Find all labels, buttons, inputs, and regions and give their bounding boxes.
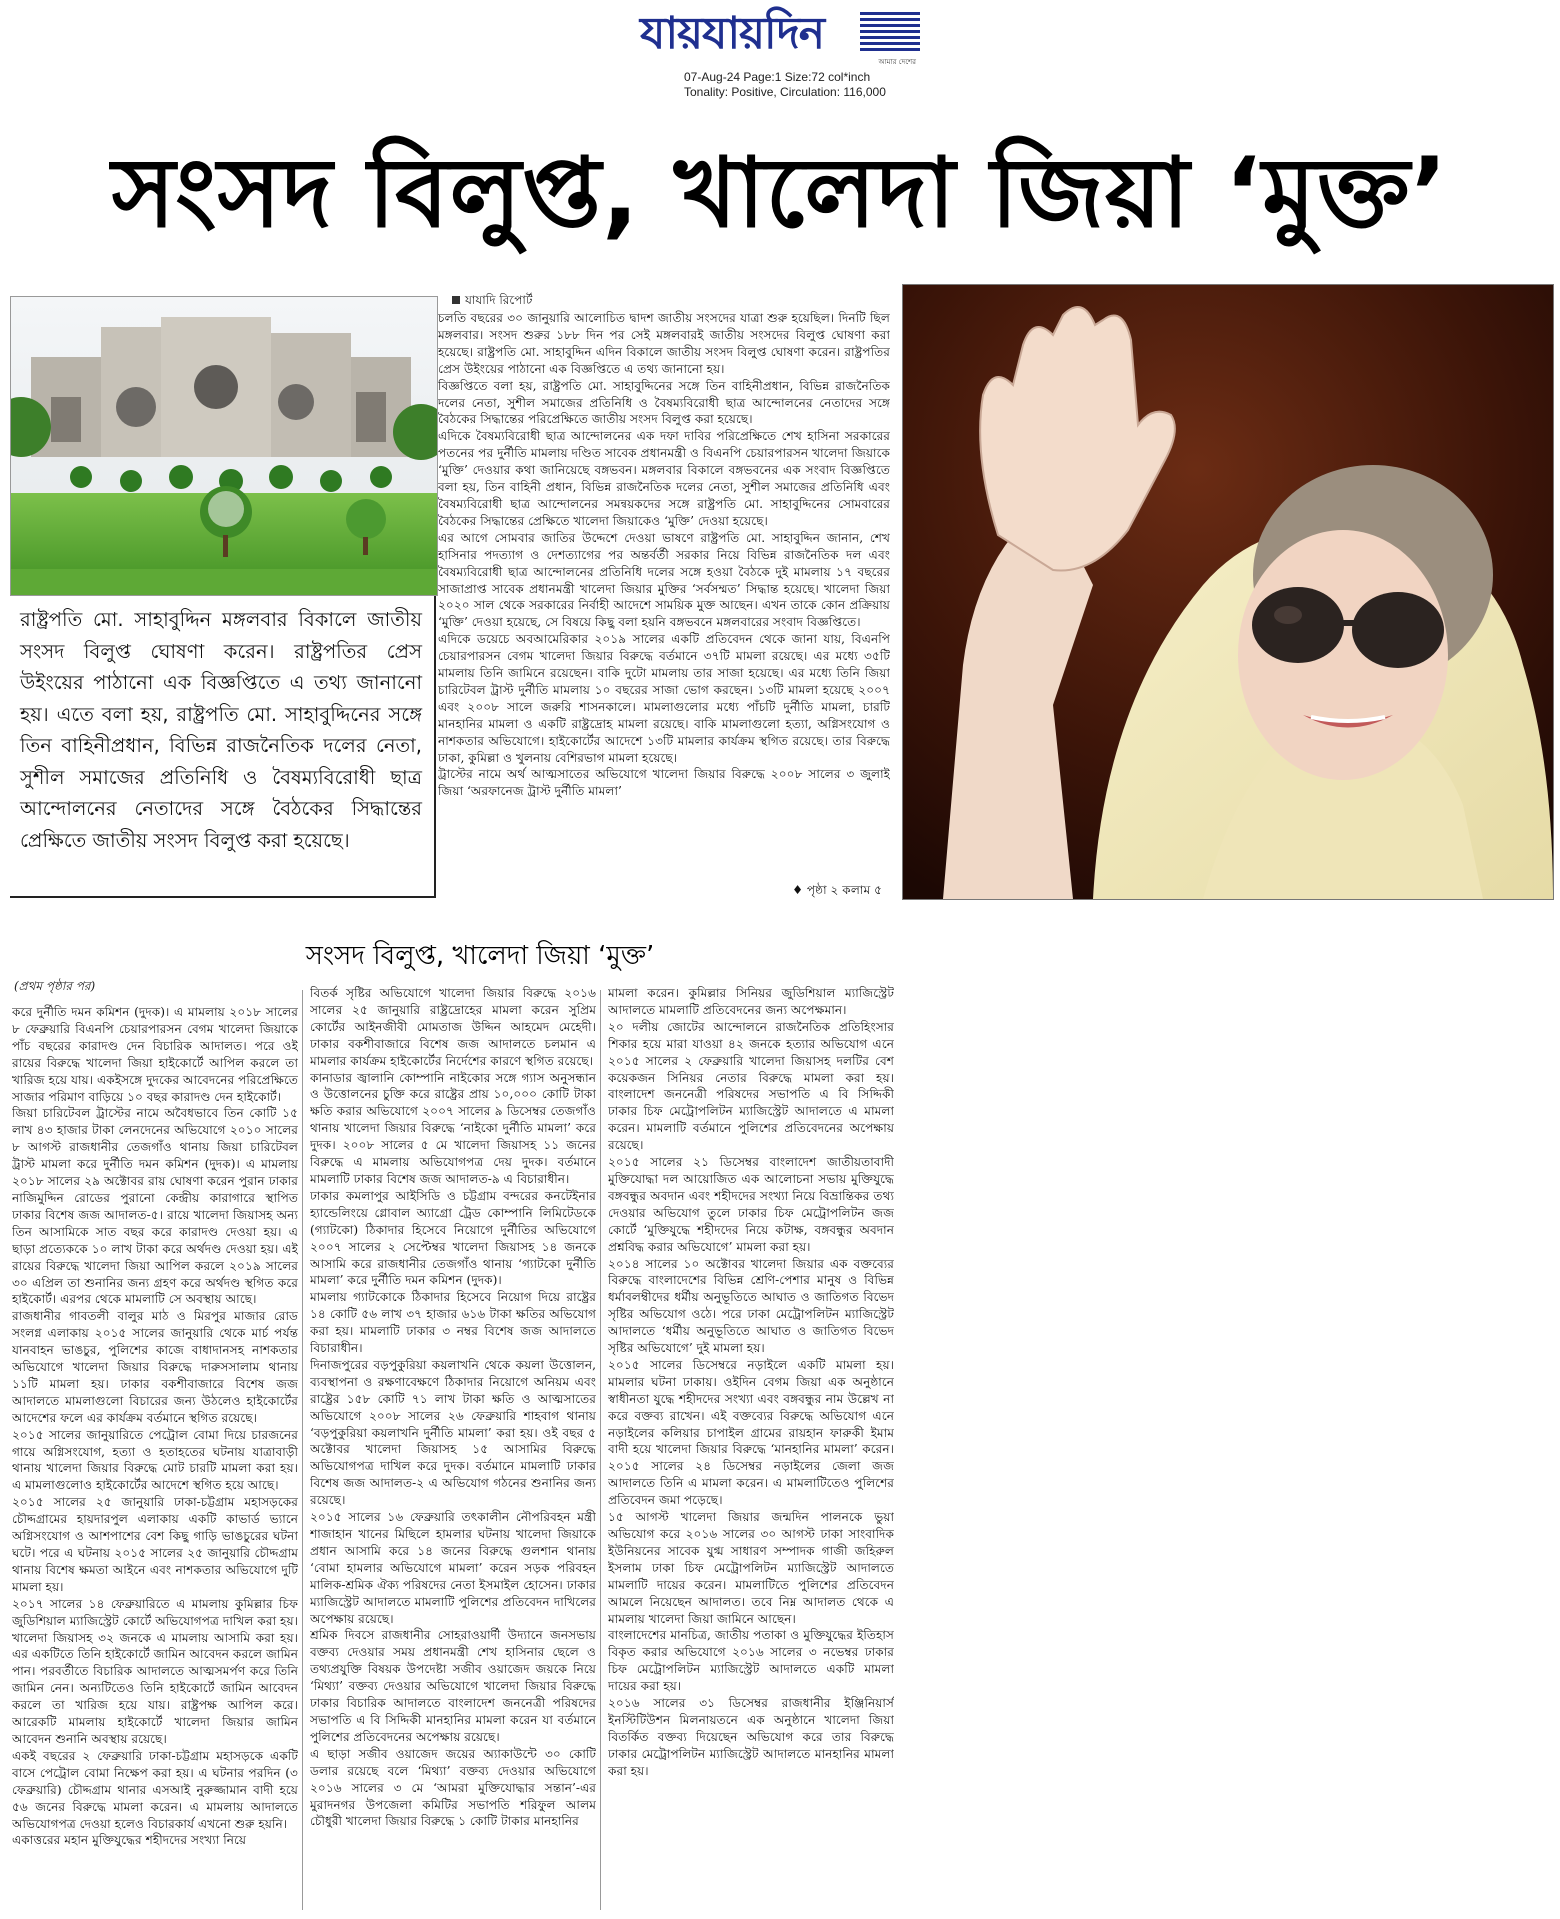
column-paragraph: মামলা করেন। কুমিল্লার সিনিয়র জুডিশিয়াল ম্যাজিস্ট্রেট আদালতে মামলাটি প্রতিবেদনের জন্য অপেক্ষমান। xyxy=(608,986,894,1017)
continuation-label: (প্রথম পৃষ্ঠার পর) xyxy=(14,979,96,993)
continuation-headline: সংসদ বিলুপ্ত, খালেদা জিয়া ‘মুক্ত’ xyxy=(305,941,655,971)
clip-info-line1: 07-Aug-24 Page:1 Size:72 col*inch xyxy=(684,70,871,84)
story-paragraph: এদিকে ডয়েচে অবআমেরিকার ২০১৯ সালের একটি প্রতিবেদন থেকে জানা যায়, বিএনপি চেয়ারপারসন বেগম খালেদা জিয়ার বিরুদ্ধে বর্তমানে ৩৭টি মামলা রয়েছে। এর মধ্যে ৩৫টি মামলায় তিনি জামিনে রয়েছেন। বাকি দুটো মামলায় তার সাজা হয়েছে। এর মধ্যে তিনি জিয়া চারিটেবল ট্রাস্ট দুর্নীতি মামলায় ১০ বছরের সাজা ভোগ করছেন। ১৩টি মামলা হয়েছে ২০০৭ এবং ২০০৮ সালে জরুরি শাসনকালে। মামলাগুলোর মধ্যে পাঁচটি দুর্নীতি মামলা, চারটি মানহানির মামলা ও একটি রাষ্ট্রদ্রোহ মামলা রয়েছে। বাকি মামলাগুলো হত্যা, অগ্নিসংযোগ ও নাশকতার অভিযোগে। হাইকোর্টের আদেশে ১৩টি মামলার কার্যক্রম স্থগিত রয়েছে। তার বিরুদ্ধে ঢাকা, কুমিল্লা ও খুলনায় বেশিরভাগ মামলা হয়েছে। xyxy=(438,632,890,765)
column-paragraph: ঢাকার কমলাপুর আইসিডি ও চট্টগ্রাম বন্দরের কনটেইনার হ্যান্ডেলিংয়ে গ্লোবাল অ্যাগ্রো ট্রেড কোম্পানি লিমিটেডকে (গ্যাটকো) ঠিকাদার হিসেবে নিয়োগে দুর্নীতির অভিযোগে ২০০৭ সালের ২ সেপ্টেম্বর খালেদা জিয়াসহ ১৪ জনকে আসামি করে রাজধানীর তেজগাঁও থানায় ‘গ্যাটকো দুর্নীতি মামলা’ করে দুর্নীতি দমন কমিশন (দুদক)। xyxy=(310,1188,596,1288)
continuation-column-2 xyxy=(310,985,596,1910)
column-paragraph: বাংলাদেশের মানচিত্র, জাতীয় পতাকা ও মুক্তিযুদ্ধের ইতিহাস বিকৃত করার অভিযোগে ২০১৬ সালের ৩ নভেম্বর ঢাকার চিফ মেট্রোপলিটন ম্যাজিস্ট্রেট আদালতে একটি মামলা দায়ের করা হয়। xyxy=(608,1628,894,1694)
column-paragraph: জিয়া চারিটেবল ট্রাস্টের নামে অবৈধভাবে তিন কোটি ১৫ লাখ ৪৩ হাজার টাকা লেনদেনের অভিযোগে ২০১০ সালের ৮ আগস্ট রাজধানীর তেজগাঁও থানায় জিয়া চারিটেবল ট্রাস্ট মামলা করে দুর্নীতি দমন কমিশন (দুদক)। এ মামলায় ২০১৮ সালের ২৯ অক্টোবর রায় ঘোষণা করেন পুরান ঢাকার নাজিমুদ্দিন রোডের পুরানো কেন্দ্রীয় কারাগারে স্থাপিত ঢাকার বিশেষ জজ আদালত-৫। রায়ে খালেদা জিয়াসহ অন্য তিন আসামিকে সাত বছর করে কারাদণ্ড দেওয়া হয়। এ ছাড়া প্রত্যেককে ১০ লাখ টাকা করে অর্থদণ্ড দেওয়া হয়। এই রায়ের বিরুদ্ধে খালেদা জিয়া আপিল করলে ২০১৯ সালের ৩০ এপ্রিল তা শুনানির জন্য গ্রহণ করে অর্থদণ্ড স্থগিত করে হাইকোর্ট। এরপর থেকে মামলাটি সে অবস্থায় আছে। xyxy=(12,1106,298,1307)
column-paragraph: ২০১৬ সালের ৩১ ডিসেম্বর রাজধানীর ইঞ্জিনিয়ার্স ইনস্টিটিউশন মিলনায়তনে এক অনুষ্ঠানে খালেদা জিয়া বিতর্কিত বক্তব্য দিয়েছেন অভিযোগ করে তার বিরুদ্ধে ঢাকার মেট্রোপলিটন ম্যাজিস্ট্রেট আদালতে মানহানির মামলা করা হয়। xyxy=(608,1696,894,1778)
summary-box xyxy=(10,596,436,898)
logo-stripes xyxy=(860,12,920,52)
column-paragraph: করে দুর্নীতি দমন কমিশন (দুদক)। এ মামলায় ২০১৮ সালের ৮ ফেব্রুয়ারি বিএনপি চেয়ারপারসন বেগম খালেদা জিয়াকে পাঁচ বছরের কারাদণ্ড দেন বিচারিক আদালত। পরে ওই রায়ের বিরুদ্ধে খালেদা জিয়া হাইকোর্টে আপিল করলে তা খারিজ হয়ে যায়। একইসঙ্গে দুদকের আবেদনের পরিপ্রেক্ষিতে সাজার পরিমাণ বাড়িয়ে ১০ বছর কারাদণ্ড দেন হাইকোর্ট। xyxy=(12,1005,298,1104)
column-paragraph: ১৫ আগস্ট খালেদা জিয়ার জন্মদিন পালনকে ভুয়া অভিযোগ করে ২০১৬ সালের ৩০ আগস্ট ঢাকা সাংবাদিক ইউনিয়নের সাবেক যুগ্ম সাধারণ সম্পাদক গাজী জহিরুল ইসলাম ঢাকা চিফ মেট্রোপলিটন ম্যাজিস্ট্রেট আদালতে মামলাটি দায়ের করেন। মামলাটিতে পুলিশের প্রতিবেদন আমলে নিয়েছেন আদালত। তবে নিম্ন আদালত থেকে এ মামলায় খালেদা জিয়া জামিনে আছেন। xyxy=(608,1510,894,1626)
story-paragraph: ট্রাস্টের নামে অর্থ আত্মসাতের অভিযোগে খালেদা জিয়ার বিরুদ্ধে ২০০৮ সালের ৩ জুলাই জিয়া ‘অরফানেজ ট্রাস্ট দুর্নীতি মামলা’ xyxy=(438,767,890,799)
logo-tagline: আমার দেশের xyxy=(878,58,916,66)
column-paragraph: ২০ দলীয় জোটের আন্দোলনে রাজনৈতিক প্রতিহিংসার শিকার হয়ে মারা যাওয়া ৪২ জনকে হত্যার অভিযোগ এনে ২০১৫ সালের ২ ফেব্রুয়ারি খালেদা জিয়াসহ দলটির বেশ কয়েকজন সিনিয়র নেতার বিরুদ্ধে মামলা করা হয়। বাংলাদেশ জননেত্রী পরিষদের সভাপতি এ বি সিদ্দিকী ঢাকার চিফ মেট্রোপলিটন ম্যাজিস্ট্রেট আদালতে এ মামলা করেন। মামলাটি বর্তমানে পুলিশের প্রতিবেদনের অপেক্ষায় রয়েছে। xyxy=(608,1019,894,1153)
byline xyxy=(452,292,532,312)
column-paragraph: ২০১৫ সালের ১৬ ফেব্রুয়ারি তৎকালীন নৌপরিবহন মন্ত্রী শাজাহান খানের মিছিলে হামলার ঘটনায় খালেদা জিয়াকে প্রধান আসামি করে ১৪ জনের বিরুদ্ধে গুলশান থানায় ‘বোমা হামলার অভিযোগে মামলা’ করেন সড়ক পরিবহন মালিক-শ্রমিক ঐক্য পরিষদের নেতা ইসমাইল হোসেন। ঢাকার ম্যাজিস্ট্রেট আদালতে মামলাটি পুলিশের প্রতিবেদন দাখিলের অপেক্ষায় রয়েছে। xyxy=(310,1510,596,1626)
khaleda-zia-photo xyxy=(902,284,1554,900)
byline-text: যাযাদি রিপোর্ট xyxy=(465,293,533,307)
clip-info xyxy=(684,70,886,100)
story-paragraph: এর আগে সোমবার জাতির উদ্দেশে দেওয়া ভাষণে রাষ্ট্রপতি মো. সাহাবুদ্দিন জানান, শেখ হাসিনার পদত্যাগ ও দেশত্যাগের পর অন্তর্বর্তী সরকার নিয়ে বিভিন্ন রাজনৈতিক দল এবং বৈষম্যবিরোধী ছাত্র আন্দোলনের প্রতিনিধি দলের সঙ্গে হওয়া বৈঠকে দুই মামলায় ১৭ বছরের সাজাপ্রাপ্ত সাবেক প্রধানমন্ত্রী খালেদা জিয়ার মুক্তির ‘সর্বসম্মত’ সিদ্ধান্ত হয়েছে। খালেদা জিয়া ২০২০ সাল থেকে সরকারের নির্বাহী আদেশে সাময়িক মুক্ত আছেন। এখন তাকে কোন প্রক্রিয়ায় ‘মুক্তি’ দেওয়া হয়েছে, সে বিষয়ে কিছু বলা হয়নি বঙ্গভবনে মঙ্গলবারের সংবাদ বিজ্ঞপ্তিতে। xyxy=(438,530,890,630)
column-paragraph: ২০১৫ সালের ২৫ জানুয়ারি ঢাকা-চট্টগ্রাম মহাসড়কের চৌদ্দগ্রামের হায়দারপুল এলাকায় একটি কাভার্ড ভ্যানে অগ্নিসংযোগ ও আশপাশের বেশ কিছু গাড়ি ভাঙচুরের ঘটনা ঘটে। পরে এ ঘটনায় ২০১৫ সালের ২৫ জানুয়ারি চৌদ্দগ্রাম থানায় বিশেষ ক্ষমতা আইনে এবং নাশকতার অভিযোগে দুটি মামলা হয়। xyxy=(12,1495,298,1594)
column-paragraph: দিনাজপুরের বড়পুকুরিয়া কয়লাখনি থেকে কয়লা উত্তোলন, ব্যবস্থাপনা ও রক্ষণাবেক্ষণে ঠিকাদার নিয়োগে অনিয়ম এবং রাষ্ট্রের ১৫৮ কোটি ৭১ লাখ টাকা ক্ষতি ও আত্মসাতের অভিযোগে ২০০৮ সালের ২৬ ফেব্রুয়ারি শাহবাগ থানায় ‘বড়পুকুরিয়া কয়লাখনি দুর্নীতি মামলা’ করা হয়। ওই বছর ৫ অক্টোবর খালেদা জিয়াসহ ১৫ আসামির বিরুদ্ধে অভিযোগপত্র দাখিল করে দুদক। বর্তমানে মামলাটি ঢাকার বিশেষ জজ আদালত-২ এ অভিযোগ গঠনের শুনানির জন্য রয়েছে। xyxy=(310,1357,596,1508)
summary-text: রাষ্ট্রপতি মো. সাহাবুদ্দিন মঙ্গলবার বিকালে জাতীয় সংসদ বিলুপ্ত ঘোষণা করেন। রাষ্ট্রপতির প্রেস উইংয়ের পাঠানো এক বিজ্ঞপ্তিতে এ তথ্য জানানো হয়। এতে বলা হয়, রাষ্ট্রপতি মো. সাহাবুদ্দিনের সঙ্গে তিন বাহিনীপ্রধান, বিভিন্ন রাজনৈতিক দলের নেতা, সুশীল সমাজের প্রতিনিধি ও বৈষম্যবিরোধী ছাত্র আন্দোলনের নেতাদের সঙ্গে বৈঠকের সিদ্ধান্তের প্রেক্ষিতে জাতীয় সংসদ বিলুপ্ত করা হয়েছে। xyxy=(20,608,422,852)
column-paragraph: একই বছরের ২ ফেব্রুয়ারি ঢাকা-চট্টগ্রাম মহাসড়কে একটি বাসে পেট্রোল বোমা নিক্ষেপ করা হয়। এ ঘটনার পরদিন (৩ ফেব্রুয়ারি) চৌদ্দগ্রাম থানার এসআই নুরুজ্জামান বাদী হয়ে ৫৬ জনের বিরুদ্ধে মামলা করেন। এ মামলায় আদালতে অভিযোগপত্র দেওয়া হলেও বিচারকার্য এখনো শুরু হয়নি। xyxy=(12,1748,298,1831)
column-paragraph: একাত্তরের মহান মুক্তিযুদ্ধের শহীদদের সংখ্যা নিয়ে xyxy=(12,1833,247,1848)
column-paragraph: এ ছাড়া সজীব ওয়াজেদ জয়ের অ্যাকাউন্টে ৩০ কোটি ডলার রয়েছে বলে ‘মিথ্যা’ বক্তব্য দেওয়ার অভিযোগে ২০১৬ সালের ৩ মে ‘আমরা মুক্তিযোদ্ধার সন্তান’-এর মুরাদনগর উপজেলা কমিটির সভাপতি শরিফুল আলম চৌধুরী খালেদা জিয়ার বিরুদ্ধে ১ কোটি টাকার মানহানির xyxy=(310,1746,596,1829)
clip-info-line2: Tonality: Positive, Circulation: 116,000 xyxy=(684,85,886,99)
column-divider xyxy=(302,990,303,1910)
column-paragraph: কানাডার জ্বালানি কোম্পানি নাইকোর সঙ্গে গ্যাস অনুসন্ধান ও উত্তোলনের চুক্তি করে রাষ্ট্রের প্রায় ১০,০০০ কোটি টাকা ক্ষতি করার অভিযোগে ২০০৭ সালের ৯ ডিসেম্বর তেজগাঁও থানায় খালেদা জিয়ার বিরুদ্ধে ‘নাইকো দুর্নীতি মামলা’ করে দুদক। ২০০৮ সালের ৫ মে খালেদা জিয়াসহ ১১ জনের বিরুদ্ধে এ মামলায় অভিযোগপত্র দেয় দুদক। বর্তমানে মামলাটি ঢাকার বিশেষ জজ আদালত-৯ এ বিচারাধীন। xyxy=(310,1070,596,1186)
column-paragraph: বিতর্ক সৃষ্টির অভিযোগে খালেদা জিয়ার বিরুদ্ধে ২০১৬ সালের ২৫ জানুয়ারি রাষ্ট্রদ্রোহের মামলা করেন সুপ্রিম কোর্টের আইনজীবী মোমতাজ উদ্দিন আহমেদ মেহেদী। ঢাকার বকশীবাজারে বিশেষ জজ আদালতে চলমান এ মামলার কার্যক্রম হাইকোর্টের নির্দেশের কারণে স্থগিত রয়েছে। xyxy=(310,986,596,1068)
main-headline: সংসদ বিলুপ্ত, খালেদা জিয়া ‘মুক্ত’ xyxy=(111,137,1449,249)
column-paragraph: ২০১৭ সালের ১৪ ফেব্রুয়ারিতে এ মামলায় কুমিল্লার চিফ জুডিশিয়াল ম্যাজিস্ট্রেট কোর্টে অভিযোগপত্র দাখিল করা হয়। খালেদা জিয়াসহ ৩২ জনকে এ মামলায় আসামি করা হয়। এর একটিতে তিনি হাইকোর্টে জামিন আবেদন করলে জামিন পান। পরবর্তীতে বিচারিক আদালতে আত্মসমর্পণ করে তিনি জামিন নেন। অন্যটিতেও তিনি হাইকোর্টে জামিন আবেদন করলে তা খারিজ হয়ে যায়। রাষ্ট্রপক্ষ আপিল করে। আরেকটি মামলায় হাইকোর্টে খালেদা জিয়ার জামিন আবেদন শুনানি অবস্থায় রয়েছে। xyxy=(12,1596,298,1746)
column-paragraph: মামলায় গ্যাটকোকে ঠিকাদার হিসেবে নিয়োগ দিয়ে রাষ্ট্রের ১৪ কোটি ৫৬ লাখ ৩৭ হাজার ৬১৬ টাকা ক্ষতির অভিযোগ করা হয়। মামলাটি ঢাকার ৩ নম্বর বিশেষ জজ আদালতে বিচারাধীন। xyxy=(310,1290,596,1356)
column-paragraph: রাজধানীর গাবতলী বালুর মাঠ ও মিরপুর মাজার রোড সংলগ্ন এলাকায় ২০১৫ সালের জানুয়ারি থেকে মার্চ পর্যন্ত যানবাহন ভাঙচুর, পুলিশের কাজে বাধাদানসহ নাশকতার অভিযোগে খালেদা জিয়ার বিরুদ্ধে দারুসসালাম থানায় ১১টি মামলা হয়। ঢাকার বকশীবাজারে বিশেষ জজ আদালতে মামলাগুলো বিচারের জন্য উঠলেও হাইকোর্টের আদেশের ফলে এর কার্যক্রম বর্তমানে স্থগিত রয়েছে। xyxy=(12,1309,298,1425)
story-paragraph: চলতি বছরের ৩০ জানুয়ারি আলোচিত দ্বাদশ জাতীয় সংসদের যাত্রা শুরু হয়েছিল। দিনটি ছিল মঙ্গলবার। সংসদ শুরুর ১৮৮ দিন পর সেই মঙ্গলবারই জাতীয় সংসদের বিলুপ্ত ঘোষণা করা হয়েছে। রাষ্ট্রপতি মো. সাহাবুদ্দিন এদিন বিকালে জাতীয় সংসদ বিলুপ্ত ঘোষণা করেন। রাষ্ট্রপতির প্রেস উইংয়ের পাঠানো এক বিজ্ঞপ্তিতে এ তথ্য জানানো হয়। xyxy=(438,311,890,376)
story-continued-label: ♦ পৃষ্ঠা ২ কলাম ৫ xyxy=(786,882,882,902)
column-paragraph: ২০১৫ সালের ডিসেম্বরে নড়াইলে একটি মামলা হয়। মামলার ঘটনা ঢাকায়। ওইদিন বেগম জিয়া এক অনুষ্ঠানে স্বাধীনতা যুদ্ধে শহীদদের সংখ্যা এবং বঙ্গবন্ধুর নাম উল্লেখ না করে বক্তব্য রাখেন। এই বক্তব্যের বিরুদ্ধে অভিযোগ এনে নড়াইলের কলিয়ার চাপাইল গ্রামের রায়হান ফারুকী ইমাম বাদী হয়ে খালেদা জিয়ার বিরুদ্ধে ‘মানহানির মামলা’ করেন। ২০১৫ সালের ২৪ ডিসেম্বর নড়াইলের জেলা জজ আদালতে তিনি এ মামলা করেন। এ মামলাটিতেও পুলিশের প্রতিবেদন জমা পড়েছে। xyxy=(608,1357,894,1508)
byline-square-icon xyxy=(452,296,460,304)
continuation-column-1 xyxy=(12,1004,298,1910)
story-paragraph: এদিকে বৈষম্যবিরোধী ছাত্র আন্দোলনের এক দফা দাবির পরিপ্রেক্ষিতে শেখ হাসিনা সরকারের পতনের পর দুর্নীতি মামলায় দণ্ডিত সাবেক প্রধানমন্ত্রী ও বিএনপি চেয়ারপারসন খালেদা জিয়াকে ‘মুক্তি’ দেওয়ার কথা জানিয়েছে বঙ্গভবন। মঙ্গলবার বিকালে বঙ্গভবনের এক সংবাদ বিজ্ঞপ্তিতে বলা হয়, তিন বাহিনী প্রধান, বিভিন্ন রাজনৈতিক দলের নেতা, সুশীল সমাজের প্রতিনিধি এবং বৈষম্যবিরোধী ছাত্র আন্দোলনের সমন্বয়কদের সঙ্গে রাষ্ট্রপতি মো. সাহাবুদ্দিনের সোমবারের বৈঠকের সিদ্ধান্তের প্রেক্ষিতে খালেদা জিয়াকেও ‘মুক্তি’ দেওয়া হয়েছে। xyxy=(438,429,890,528)
continuation-column-3 xyxy=(608,985,894,1910)
column-paragraph: শ্রমিক দিবসে রাজধানীর সোহরাওয়ার্দী উদ্যানে জনসভায় বক্তব্য দেওয়ার সময় প্রধানমন্ত্রী শেখ হাসিনার ছেলে ও তথ্যপ্রযুক্তি বিষয়ক উপদেষ্টা সজীব ওয়াজেদ জয়কে নিয়ে ‘মিথ্যা’ বক্তব্য দেওয়ার অভিযোগে খালেদা জিয়ার বিরুদ্ধে ঢাকার বিচারিক আদালতে বাংলাদেশ জননেত্রী পরিষদের সভাপতি এ বি সিদ্দিকী মানহানির মামলা করেন যা বর্তমানে পুলিশের প্রতিবেদনের অপেক্ষায় রয়েছে। xyxy=(310,1628,596,1744)
main-story xyxy=(438,310,890,906)
column-divider xyxy=(600,990,601,1910)
newspaper-masthead xyxy=(640,6,920,66)
column-paragraph: ২০১৪ সালের ১০ অক্টোবর খালেদা জিয়ার এক বক্তব্যের বিরুদ্ধে বাংলাদেশের বিভিন্ন শ্রেণি-পেশার মানুষ ও বিভিন্ন ধর্মাবলম্বীদের ধর্মীয় অনুভূতিতে আঘাত ও জাতিগত বিভেদ সৃষ্টির অভিযোগ ওঠে। পরে ঢাকা মেট্রোপলিটন ম্যাজিস্ট্রেট আদালতে ‘ধর্মীয় অনুভূতিতে আঘাত ও জাতিগত বিভেদ সৃষ্টির অভিযোগে’ দুই মামলা হয়। xyxy=(608,1256,894,1356)
column-paragraph: ২০১৫ সালের জানুয়ারিতে পেট্রোল বোমা দিয়ে চারজনের গায়ে অগ্নিসংযোগ, হত্যা ও হতাহতের ঘটনায় যাত্রাবাড়ী থানায় খালেদা জিয়ার বিরুদ্ধে মোট চারটি মামলা করা হয়। এ মামলাগুলোও হাইকোর্টের আদেশে স্থগিত হয়ে আছে। xyxy=(12,1427,298,1493)
story-paragraph: বিজ্ঞপ্তিতে বলা হয়, রাষ্ট্রপতি মো. সাহাবুদ্দিনের সঙ্গে তিন বাহিনীপ্রধান, বিভিন্ন রাজনৈতিক দলের নেতা, সুশীল সমাজের প্রতিনিধি ও বৈষম্যবিরোধী ছাত্র আন্দোলনের নেতাদের সঙ্গে বৈঠকের সিদ্ধান্তের পরিপ্রেক্ষিতে জাতীয় সংসদ বিলুপ্ত করা হয়েছে। xyxy=(438,378,890,427)
newspaper-logo: যায়যায়দিন xyxy=(640,8,825,59)
column-paragraph: ২০১৫ সালের ২১ ডিসেম্বর বাংলাদেশ জাতীয়তাবাদী মুক্তিযোদ্ধা দল আয়োজিত এক আলোচনা সভায় মুক্তিযুদ্ধে বঙ্গবন্ধুর অবদান এবং শহীদদের সংখ্যা নিয়ে বিভ্রান্তিকর তথ্য দেওয়ার অভিযোগ তুলে ঢাকার চিফ মেট্রোপলিটন জজ কোর্টে ‘মুক্তিযুদ্ধে শহীদদের নিয়ে কটাক্ষ, বঙ্গবন্ধুর অবদান প্রশ্নবিদ্ধ করার অভিযোগে’ মামলা করা হয়। xyxy=(608,1155,894,1254)
parliament-building-photo xyxy=(10,296,438,596)
